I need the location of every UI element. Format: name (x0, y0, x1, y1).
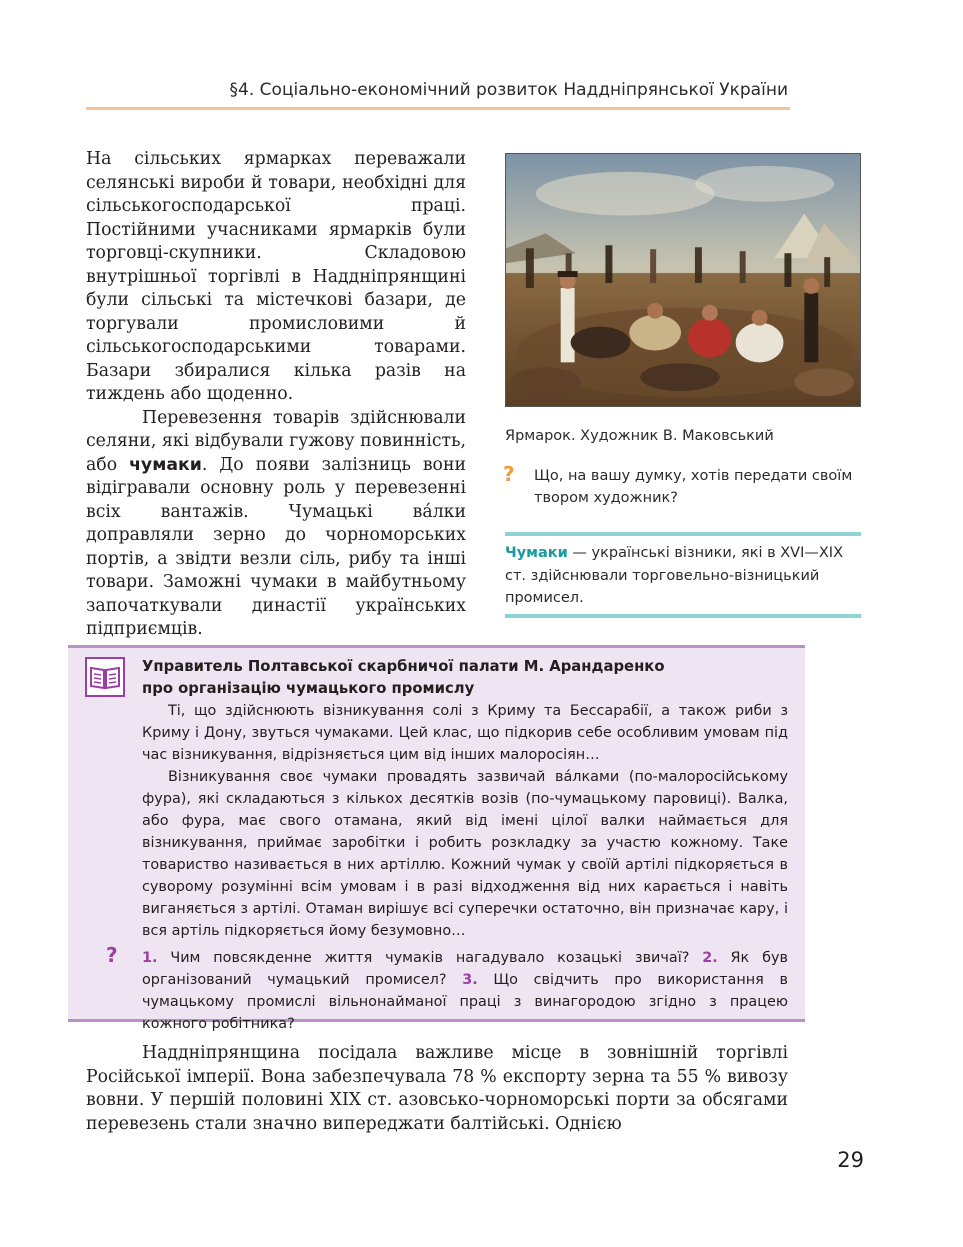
source-title-line-2: про організацію чумацького промислу (142, 680, 475, 697)
definition-text: — українські візники, які в XVI—XIX ст. здійснювали торговельно-візницький промисел. (505, 545, 844, 606)
question-1-number: 1. (142, 950, 158, 966)
term-chumaky: чумаки (129, 454, 202, 475)
source-title (142, 656, 782, 700)
question-2-number: 2. (702, 950, 718, 966)
main-paragraph-2-end: . До появи залізниць вони відігравали основну роль у перевезенні всіх вантажів. Чумацькі ва́лки доправляли зерно до чорноморських портів, а звідти везли сіль, рибу та інші товари. Заможні чумаки в майбутньому започаткували династії українських підприємців. (86, 454, 466, 639)
source-title-line-1: Управитель Полтавської скарбничої палати М. Арандаренко (142, 658, 665, 675)
figure-caption: Ярмарок. Художник В. Маковський (505, 428, 774, 444)
definition-term: Чумаки (505, 545, 568, 561)
definition-top-rule (505, 532, 861, 536)
page-header-title: §4. Соціально-економічний розвиток Наддніпрянської України (229, 80, 788, 100)
figure-question: Що, на вашу думку, хотів передати своїм твором художник? (534, 468, 853, 506)
main-paragraph-1: На сільських ярмарках переважали селянські вироби й товари, необхідні для сільськогосподарської праці. Постійними учасниками ярмарків були торговці-скупники. Складовою внутрішньої торгівлі в Наддніпрянщині були сільські та містечкові базари, де торгували промисловими й сільськогосподарськими товарами. Базари збиралися кілька разів на тиждень або щоденно. (86, 149, 466, 404)
main-paragraph-2 (86, 407, 466, 642)
source-paragraph-2: Візникування своє чумаки провадять зазвичай ва́лками (по-малоросійському фура), які складаються з кількох десятків возів (по-чумацькому паровиці). Валка, або фура, має свого отамана, який від імені цілої валки наймається для візникування, приймає заробітки і робить розкладку за участю кожному. Таке товариство називається в них артіллю. Кожний чумак у своїй артілі підкоряється в суворому розумінні всім умовам і в разі відходження від них карається і навіть виганяється з артілі. Отаман вирішує всі суперечки остаточно, він призначає кару, і вся артіль підкоряється йому безумовно… (142, 769, 788, 939)
question-mark-icon: ? (503, 462, 515, 486)
definition-bottom-rule (505, 614, 861, 618)
page-number: 29 (837, 1148, 864, 1172)
question-1-text: Чим повсякденне життя чумаків нагадувало козацькі звичаї? (157, 950, 703, 966)
source-quote (142, 700, 788, 942)
question-2-text: Як був організований чумацький промисел? (142, 950, 788, 988)
main-text-column (86, 148, 466, 642)
question-3-number: 3. (462, 972, 478, 988)
painting-illustration (506, 154, 860, 406)
question-mark-icon: ? (106, 943, 118, 967)
open-book-icon (85, 657, 125, 697)
main-paragraph-2-start: Перевезення товарів здійснювали селяни, які відбували гужову повинність, або (86, 407, 466, 475)
definition-block (505, 542, 861, 610)
source-questions (142, 947, 788, 1035)
question-3-text: Що свідчить про використання в чумацькому промислі вільнонайманої праці з винагородою згідно з працею кожного робітника? (142, 972, 788, 1032)
bottom-text (86, 1042, 788, 1136)
painting-yarmarok-image (505, 153, 861, 407)
header-divider (86, 107, 790, 110)
source-paragraph-1: Ті, що здійснюють візникування солі з Криму та Бессарабії, а також риби з Криму і Дону, звуться чумаками. Цей клас, що підкорив себе особливим умовам під час візникування, відрізняється цим від інших малоросіян… (142, 703, 788, 763)
bottom-paragraph-1: Наддніпрянщина посідала важливе місце в зовнішній торгівлі Російської імперії. Вона забезпечувала 78 % експорту зерна та 55 % вивозу вовни. У першій половині XIX ст. азовсько-чорноморські порти за обсягами перевезень стали значно випереджати балтійські. Однією (86, 1043, 788, 1134)
